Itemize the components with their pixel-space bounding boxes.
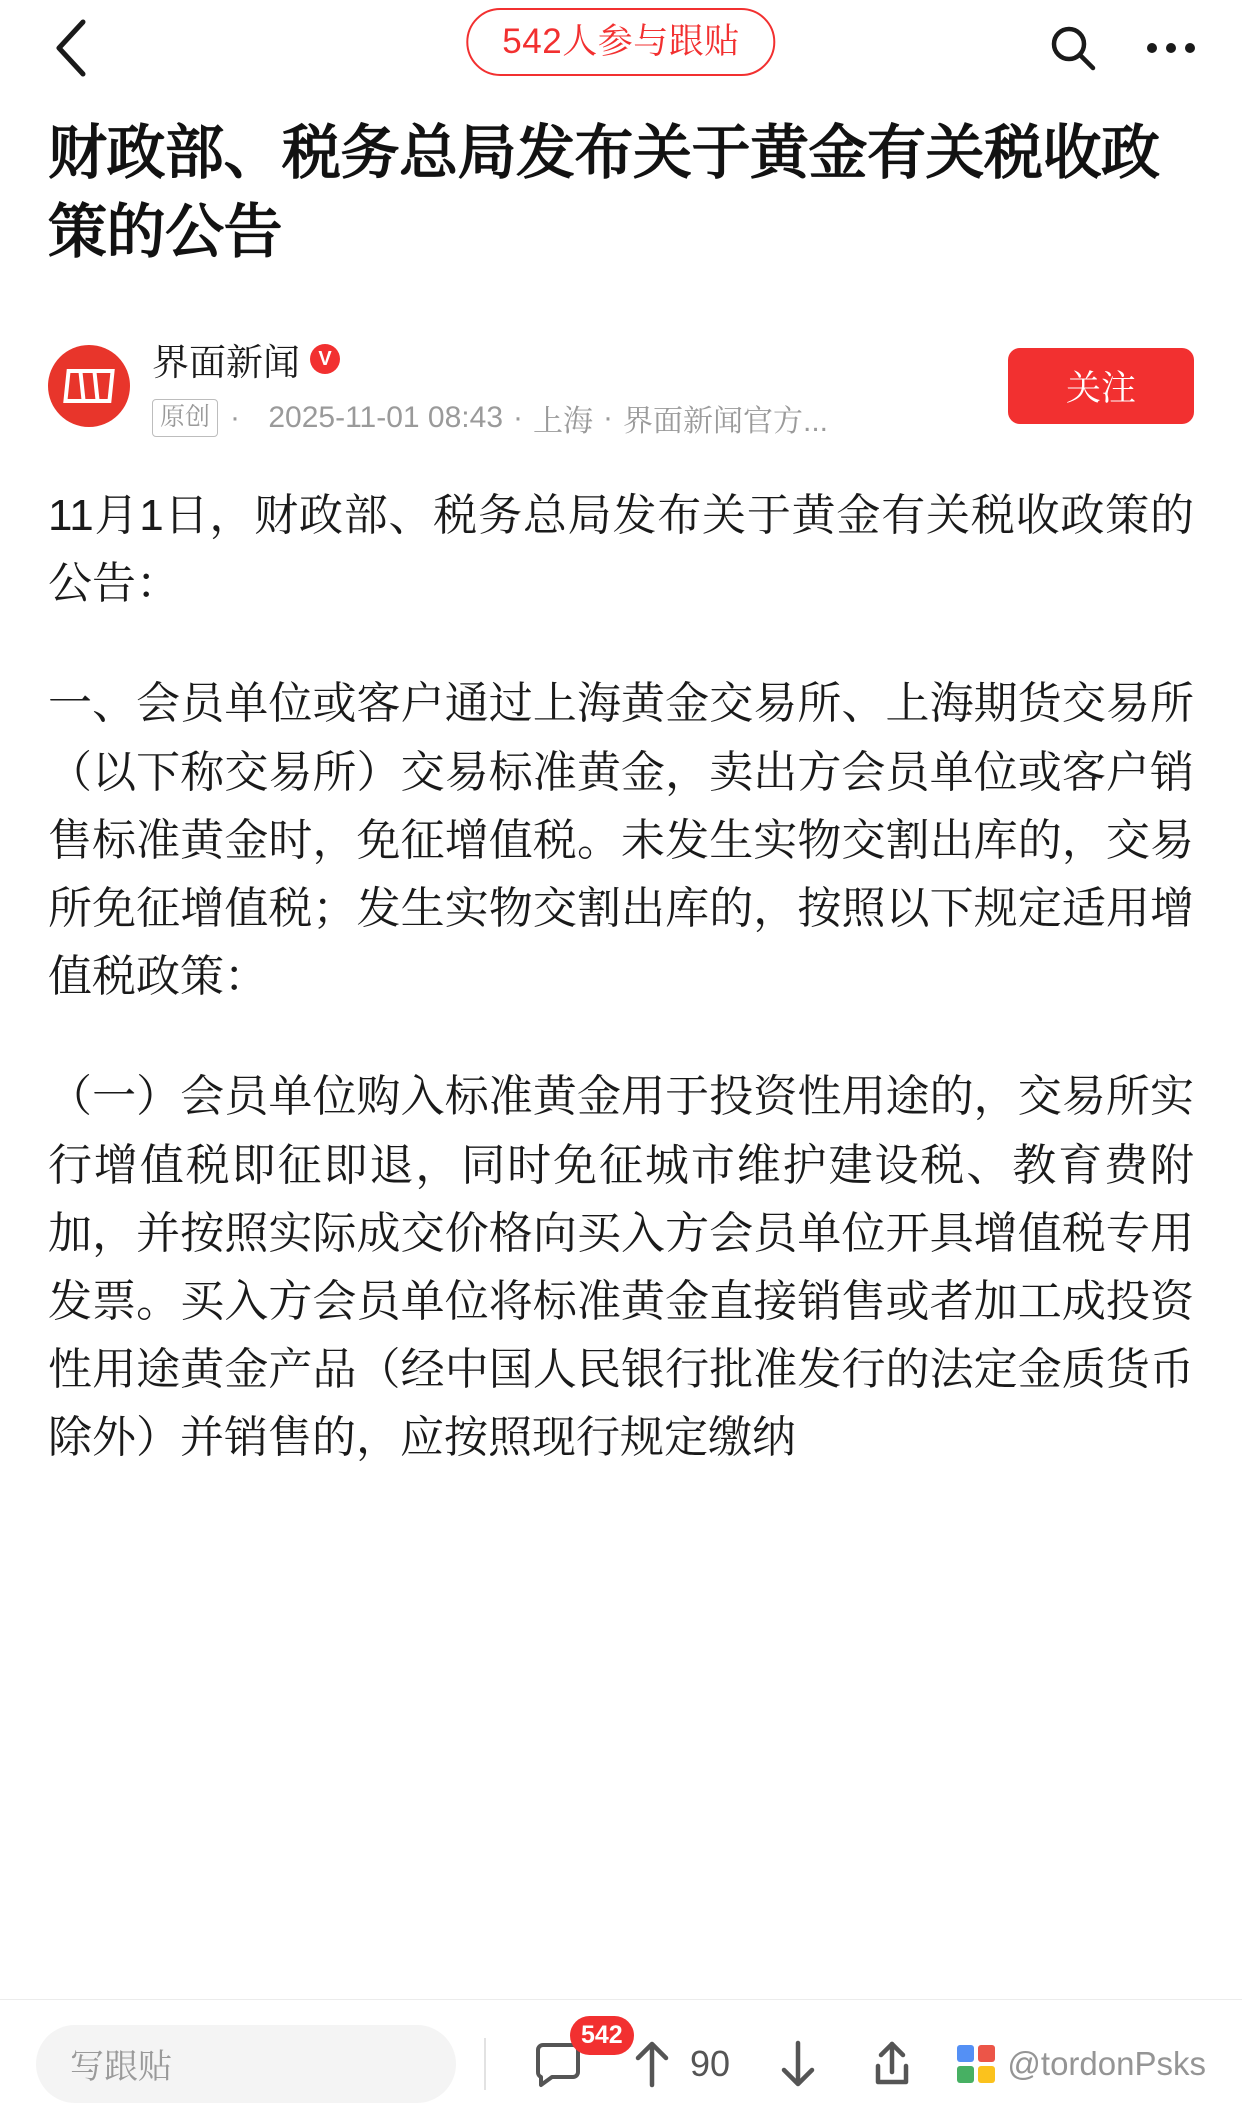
article-paragraph: （一）会员单位购入标准黄金用于投资性用途的，交易所实行增值税即征即退，同时免征城市维护建设税、教育费附加，并按照实际成交价格向买入方会员单位开具增值税专用发票。买入方会员单位将标准黄金直接销售或者加工成投资性用途黄金产品（经中国人民银行批准发行的法定金质货币除外）并销售的，应按照现行规定缴纳 bbox=[48, 1072, 1194, 1463]
article-content bbox=[0, 114, 1242, 1473]
publisher-logo-icon bbox=[63, 369, 115, 403]
share-icon bbox=[866, 2038, 918, 2090]
author-info bbox=[152, 332, 828, 440]
article-paragraph: 11月1日，财政部、税务总局发布关于黄金有关税收政策的公告： bbox=[48, 491, 1194, 609]
top-navigation-bar bbox=[0, 0, 1242, 96]
comment-input[interactable]: 写跟贴 bbox=[36, 2025, 456, 2103]
arrow-down-icon bbox=[774, 2037, 822, 2091]
search-icon bbox=[1048, 23, 1098, 73]
watermark-text: @tordonPsks bbox=[1007, 2044, 1206, 2082]
article-body bbox=[48, 482, 1194, 1472]
arrow-up-icon bbox=[628, 2037, 676, 2091]
share-button[interactable] bbox=[866, 2038, 918, 2090]
original-tag: 原创 bbox=[152, 399, 218, 436]
downvote-button[interactable] bbox=[774, 2037, 822, 2091]
more-dots-icon bbox=[1147, 43, 1195, 53]
article-meta bbox=[152, 396, 828, 440]
divider bbox=[484, 2038, 486, 2090]
follow-button[interactable]: 关注 bbox=[1008, 348, 1194, 424]
publish-date: 2025-11-01 08:43 bbox=[268, 401, 503, 435]
upvote-count: 90 bbox=[690, 2042, 731, 2084]
publisher-source: 界面新闻官方... bbox=[623, 405, 829, 439]
publish-location: 上海 bbox=[533, 405, 593, 439]
meta-separator-1: · bbox=[230, 401, 241, 435]
more-options-button[interactable] bbox=[1140, 17, 1202, 79]
author-row bbox=[48, 338, 1194, 439]
avatar[interactable] bbox=[48, 345, 130, 427]
upvote-button[interactable] bbox=[628, 2037, 730, 2091]
page-title: 财政部、税务总局发布关于黄金有关税收政策的公告 bbox=[48, 120, 1160, 266]
bottom-action-bar bbox=[0, 1999, 1242, 2127]
meta-separator-2: · bbox=[513, 401, 523, 435]
comment-count-badge: 542 bbox=[570, 2016, 634, 2055]
participants-pill[interactable]: 542人参与跟贴 bbox=[466, 8, 775, 76]
verified-badge-icon: V bbox=[310, 344, 340, 374]
watermark bbox=[957, 2045, 1206, 2083]
article-paragraph: 一、会员单位或客户通过上海黄金交易所、上海期货交易所（以下称交易所）交易标准黄金，卖出方会员单位或客户销售标准黄金时，免征增值税。未发生实物交割出库的，交易所免征增值税；发生实物交割出库的，按照以下规定适用增值税政策： bbox=[48, 679, 1194, 1002]
back-button[interactable] bbox=[40, 18, 100, 78]
watermark-logo-icon bbox=[957, 2045, 995, 2083]
meta-separator-3: · bbox=[603, 401, 613, 435]
author-name[interactable]: 界面新闻 bbox=[152, 342, 300, 384]
chevron-left-icon bbox=[53, 19, 87, 77]
search-button[interactable] bbox=[1042, 17, 1104, 79]
author-name-line bbox=[152, 332, 828, 386]
comment-count-button[interactable] bbox=[532, 2020, 623, 2090]
bottom-actions bbox=[532, 2020, 918, 2091]
topbar-actions bbox=[1042, 17, 1202, 79]
